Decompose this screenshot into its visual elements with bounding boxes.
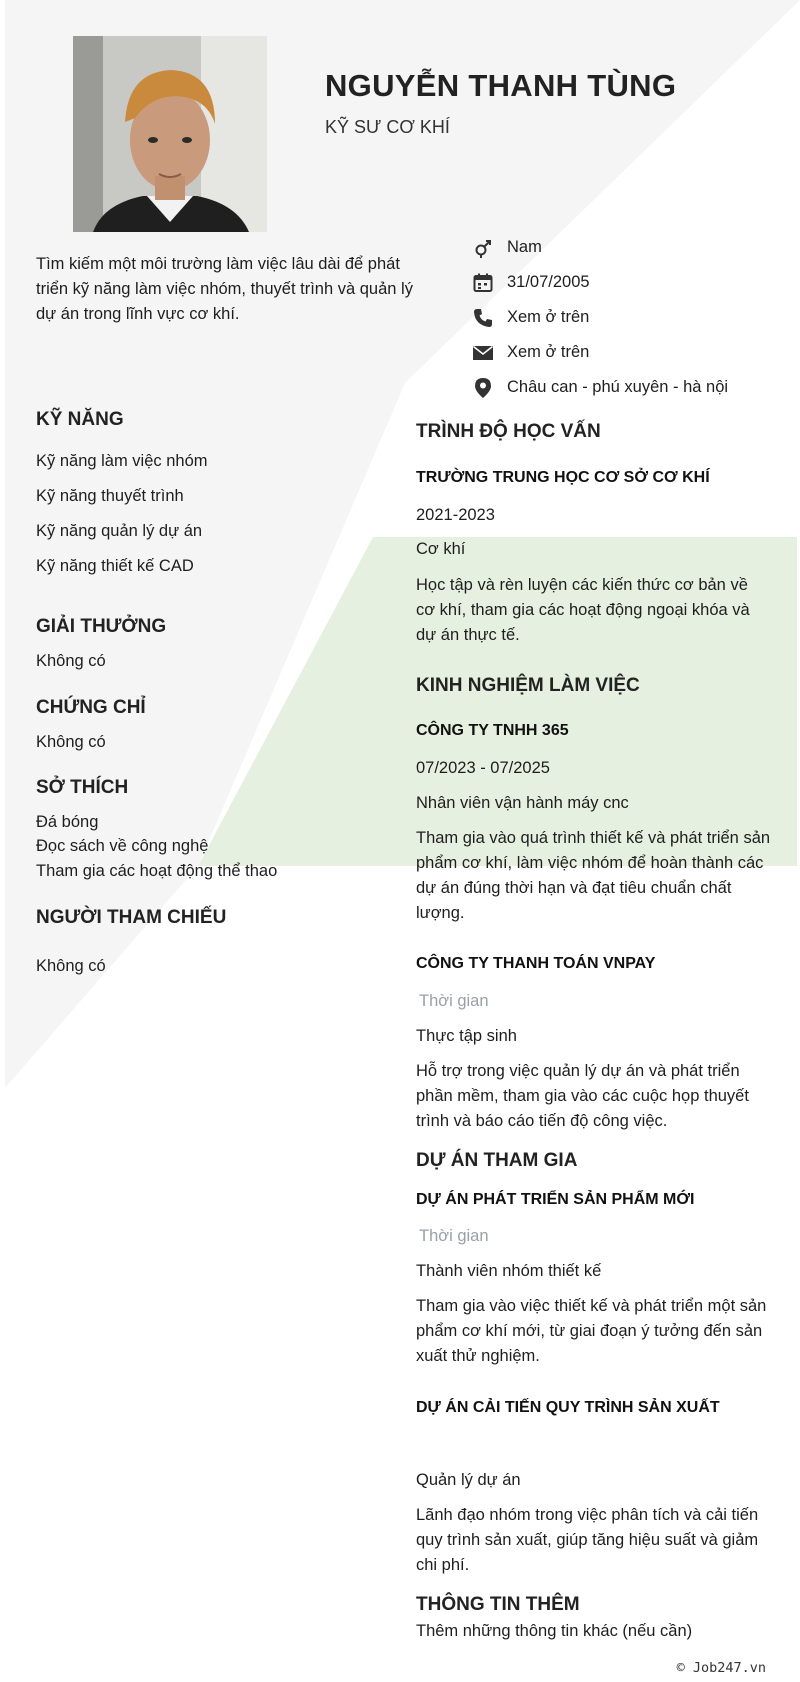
certificates-heading: CHỨNG CHỈ xyxy=(36,697,146,718)
education-description: Học tập và rèn luyện các kiến thức cơ bản về cơ khí, tham gia các hoạt động ngoại khóa và dự án thực tế. xyxy=(416,576,750,644)
project-role: Thành viên nhóm thiết kế xyxy=(416,1262,602,1280)
skill-item: Kỹ năng thiết kế CAD xyxy=(36,557,194,575)
job-position: Thực tập sinh xyxy=(416,1027,517,1045)
contact-birthday xyxy=(472,265,728,300)
awards-heading: GIẢI THƯỞNG xyxy=(36,616,167,637)
footer-watermark: © Job247.vn xyxy=(676,1660,766,1676)
job-description: Tham gia vào quá trình thiết kế và phát triển sản phẩm cơ khí, làm việc nhóm để hoàn thành các dự án đúng thời hạn và đạt tiêu chuẩn chất lượng. xyxy=(416,829,771,922)
job-period: 07/2023 - 07/2025 xyxy=(416,759,550,777)
certificates-value: Không có xyxy=(36,733,106,751)
skill-item: Kỹ năng làm việc nhóm xyxy=(36,452,208,470)
project-role: Quản lý dự án xyxy=(416,1471,521,1489)
references-heading: NGƯỜI THAM CHIẾU xyxy=(36,907,227,928)
contact-address xyxy=(472,370,728,405)
job-period: Thời gian xyxy=(419,992,489,1010)
additional-info-heading: THÔNG TIN THÊM xyxy=(416,1594,580,1615)
hobby-item: Tham gia các hoạt động thể thao xyxy=(36,862,278,880)
hobby-item: Đọc sách về công nghệ xyxy=(36,837,209,855)
contact-info xyxy=(472,230,728,405)
education-heading: TRÌNH ĐỘ HỌC VẤN xyxy=(416,421,601,442)
contact-email xyxy=(472,335,728,370)
gender-value: Nam xyxy=(507,238,542,256)
hobbies-heading: SỞ THÍCH xyxy=(36,777,129,798)
candidate-name: NGUYỄN THANH TÙNG xyxy=(325,68,677,103)
job-description: Hỗ trợ trong việc quản lý dự án và phát triển phần mềm, tham gia vào các cuộc họp thuyết trình và báo cáo tiến độ công việc. xyxy=(416,1062,749,1130)
project-period: Thời gian xyxy=(419,1227,489,1245)
job-position: Nhân viên vận hành máy cnc xyxy=(416,794,629,812)
contact-phone xyxy=(472,300,728,335)
address-value: Châu can - phú xuyên - hà nội xyxy=(507,378,729,396)
project-description: Lãnh đạo nhóm trong việc phân tích và cải tiến quy trình sản xuất, giúp tăng hiệu suất và giảm chi phí. xyxy=(416,1506,759,1574)
contact-gender xyxy=(472,230,728,265)
email-value: Xem ở trên xyxy=(507,343,590,361)
project-name: DỰ ÁN PHÁT TRIỂN SẢN PHẨM MỚI xyxy=(416,1191,695,1208)
phone-icon xyxy=(472,307,494,329)
references-value: Không có xyxy=(36,957,106,975)
project-description: Tham gia vào việc thiết kế và phát triển một sản phẩm cơ khí mới, từ giai đoạn ý tưởng đến sản xuất thử nghiệm. xyxy=(416,1297,767,1365)
job-company: CÔNG TY THANH TOÁN VNPAY xyxy=(416,955,656,972)
skill-item: Kỹ năng quản lý dự án xyxy=(36,522,203,540)
phone-value: Xem ở trên xyxy=(507,308,590,326)
location-pin-icon xyxy=(472,377,494,399)
skills-heading: KỸ NĂNG xyxy=(36,409,124,430)
education-period: 2021-2023 xyxy=(416,506,495,524)
gender-icon xyxy=(472,237,494,259)
education-major: Cơ khí xyxy=(416,540,466,558)
calendar-icon xyxy=(472,272,494,294)
profile-photo xyxy=(73,36,267,232)
skill-item: Kỹ năng thuyết trình xyxy=(36,487,184,505)
project-name: DỰ ÁN CẢI TIẾN QUY TRÌNH SẢN XUẤT xyxy=(416,1399,720,1416)
hobby-item: Đá bóng xyxy=(36,813,99,831)
projects-heading: DỰ ÁN THAM GIA xyxy=(416,1150,578,1171)
email-icon xyxy=(472,342,494,364)
career-objective: Tìm kiếm một môi trường làm việc lâu dài để phát triển kỹ năng làm việc nhóm, thuyết trình và quản lý dự án trong lĩnh vực cơ khí. xyxy=(36,255,413,323)
education-school: TRƯỜNG TRUNG HỌC CƠ SỞ CƠ KHÍ xyxy=(416,469,710,486)
job-title: KỸ SƯ CƠ KHÍ xyxy=(325,117,450,137)
additional-info-value: Thêm những thông tin khác (nếu cần) xyxy=(416,1622,693,1640)
awards-value: Không có xyxy=(36,652,106,670)
experience-heading: KINH NGHIỆM LÀM VIỆC xyxy=(416,675,640,696)
birthday-value: 31/07/2005 xyxy=(507,273,590,291)
job-company: CÔNG TY TNHH 365 xyxy=(416,722,569,739)
